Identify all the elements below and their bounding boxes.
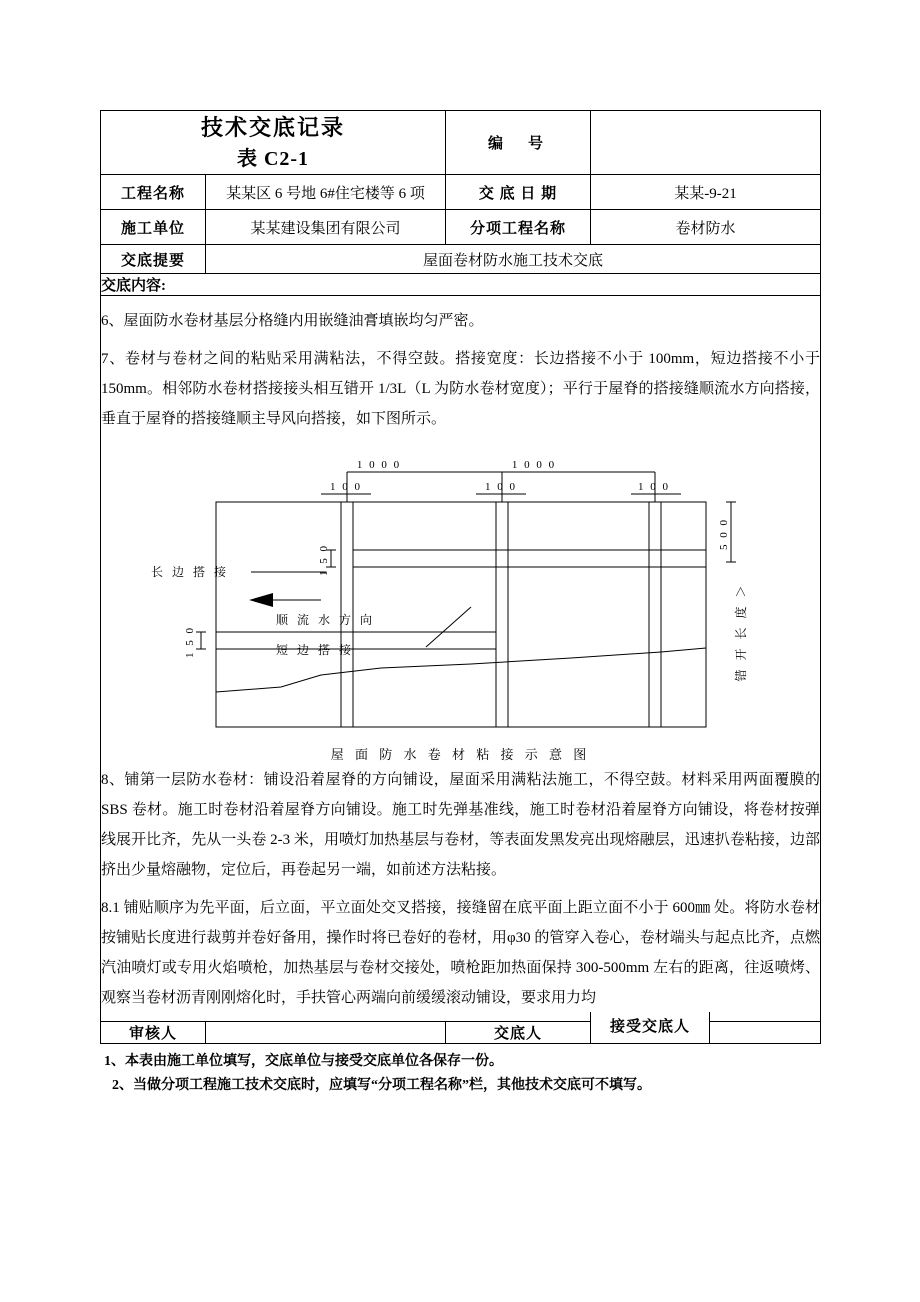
form-title-cell <box>101 111 446 175</box>
roofing-membrane-diagram <box>141 442 781 762</box>
dim-150-a: 1 5 0 <box>317 544 330 576</box>
table-row <box>101 175 821 210</box>
dim-top-1: 1 0 0 0 <box>356 459 401 471</box>
label-stagger-length: 错 开 长 度 ＞ <box>733 582 748 682</box>
label-long-edge-lap: 长 边 搭 接 <box>150 565 229 579</box>
note-2: 2、当做分项工程施工技术交底时，应填写“分项工程名称”栏，其他技术交底可不填写。 <box>112 1078 651 1093</box>
receiver-label: 接受交底人 <box>590 1012 709 1043</box>
table-row <box>101 210 821 245</box>
subitem-project-name-label: 分项工程名称 <box>446 210 591 245</box>
receiver-value[interactable] <box>709 1012 820 1043</box>
dim-150-b: 1 5 0 <box>183 626 196 658</box>
project-name-label: 工程名称 <box>101 175 206 210</box>
content-header: 交底内容: <box>101 274 821 296</box>
summary-label: 交底提要 <box>101 245 206 274</box>
paragraph-6: 6、屋面防水卷材基层分格缝内用嵌缝油膏填嵌均匀严密。 <box>101 313 484 329</box>
paragraph-7: 7、卷材与卷材之间的粘贴采用满粘法，不得空鼓。搭接宽度：长边搭接不小于 100mm，短边搭接不小于 150mm。相邻防水卷材搭接接头相互错开 1/3L（L 为防水卷材宽度）；平行于屋脊的搭接缝顺流水方向搭接，垂直于屋脊的搭接缝顺主导风向搭接，如下图所示。 <box>101 351 821 427</box>
content-body-row <box>101 296 821 1022</box>
number-label: 编 号 <box>446 111 591 175</box>
presenter-label: 交底人 <box>446 1022 591 1044</box>
dim-sub-1: 1 0 0 <box>329 481 362 493</box>
summary-value[interactable]: 屋面卷材防水施工技术交底 <box>206 245 821 274</box>
dim-sub-2: 1 0 0 <box>484 481 517 493</box>
content-header-row <box>101 274 821 296</box>
receiver-cell <box>590 1011 820 1043</box>
diagram-svg <box>141 442 781 742</box>
dim-top-2: 1 0 0 0 <box>511 459 556 471</box>
construction-unit-value[interactable]: 某某建设集团有限公司 <box>206 210 446 245</box>
dim-500: 5 0 0 <box>717 518 730 550</box>
table-row <box>101 245 821 274</box>
construction-unit-label: 施工单位 <box>101 210 206 245</box>
label-flow-direction: 顺 流 水 方 向 <box>275 613 375 627</box>
reviewer-label: 审核人 <box>101 1022 206 1044</box>
flow-arrow <box>249 593 321 607</box>
note-1: 1、本表由施工单位填写，交底单位与接受交底单位各保存一份。 <box>104 1054 503 1069</box>
title-row <box>101 111 821 175</box>
disclosure-date-label: 交 底 日 期 <box>446 175 591 210</box>
form-table <box>100 110 821 1044</box>
project-name-value[interactable]: 某某区 6 号地 6#住宅楼等 6 项 <box>206 175 446 210</box>
label-short-edge-lap: 短 边 搭 接 <box>275 643 354 657</box>
content-body <box>101 296 821 1022</box>
paragraph-8: 8、铺第一层防水卷材：铺设沿着屋脊的方向铺设，屋面采用满粘法施工，不得空鼓。材料采用两面覆膜的 SBS 卷材。施工时卷材沿着屋脊方向铺设。施工时先弹基准线，施工时卷材沿着屋脊方向铺设，将卷材按弹线展开比齐，先从一头卷 2-3 米，用喷灯加热基层与卷材，等表面发黑发亮出现熔融层，迅速扒卷粘接，边部挤出少量熔融物，定位后，再卷起另一端，如前述方法粘接。 <box>101 772 821 878</box>
form-code: 表 C2-1 <box>236 148 310 170</box>
paragraph-8-1: 8.1 铺贴顺序为先平面，后立面，平立面处交叉搭接，接缝留在底平面上距立面不小于 600㎜ 处。将防水卷材按铺贴长度进行裁剪并卷好备用，操作时将已卷好的卷材，用φ30 的管穿入卷心，卷材端头与起点比齐，点燃汽油喷灯或专用火焰喷枪，加热基层与卷材交接处，喷枪距加热面保持 300-500mm 左右的距离，往返喷烤、观察当卷材沥青刚刚熔化时，手扶管心两端向前缓缓滚动铺设，要求用力均 <box>101 900 821 1006</box>
form-notes <box>100 1050 820 1098</box>
dim-sub-3: 1 0 0 <box>637 481 670 493</box>
subitem-project-name-value[interactable]: 卷材防水 <box>591 210 821 245</box>
number-value[interactable] <box>591 111 821 175</box>
technical-disclosure-form <box>100 110 820 1098</box>
page-title: 技术交底记录 <box>201 115 346 140</box>
disclosure-date-value[interactable]: 某某-9-21 <box>591 175 821 210</box>
reviewer-value[interactable] <box>206 1022 446 1044</box>
figure-caption: 屋 面 防 水 卷 材 粘 接 示 意 图 <box>330 747 591 762</box>
